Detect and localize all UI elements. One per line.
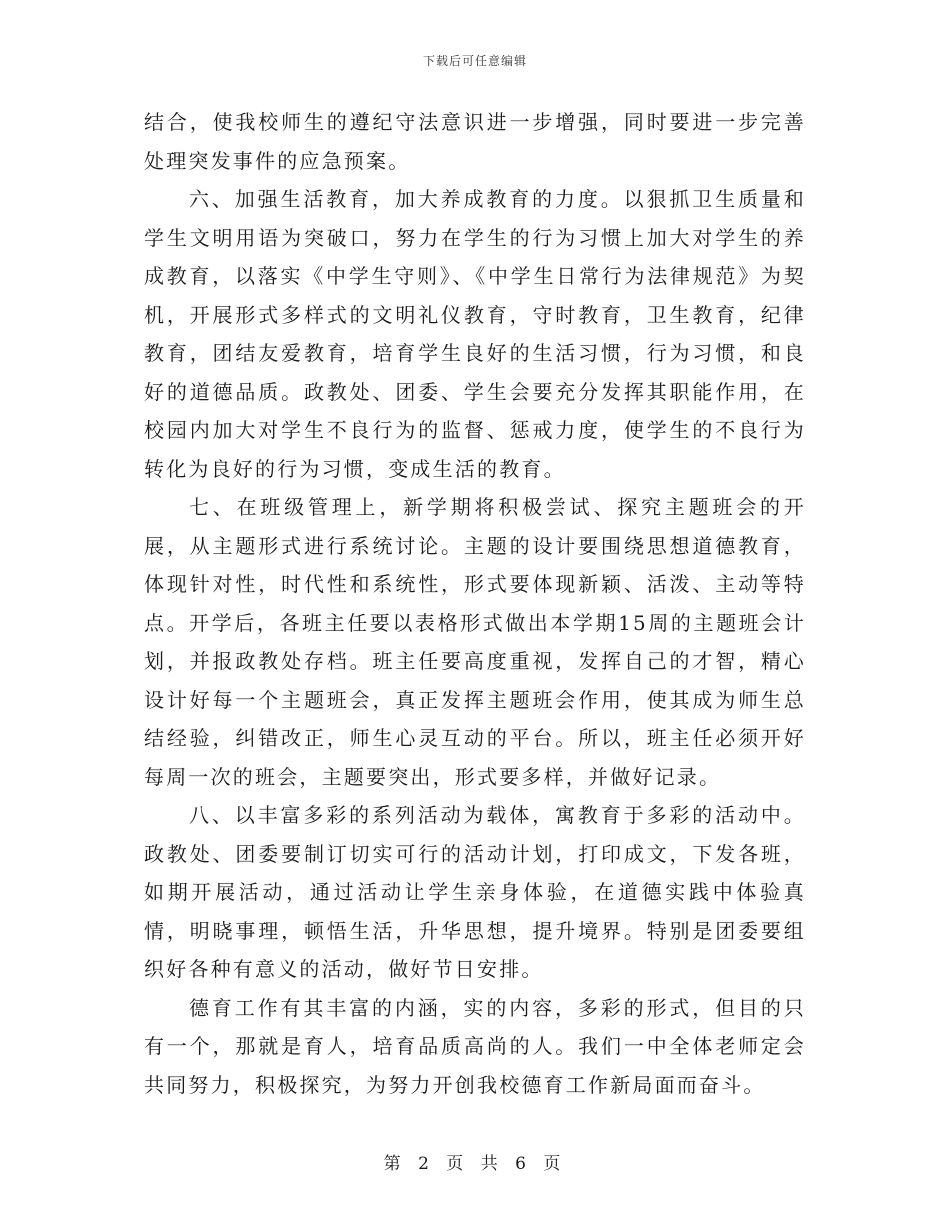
paragraph-section-seven: 七、在班级管理上，新学期将积极尝试、探究主题班会的开展，从主题形式进行系统讨论。主题的设计要围绕思想道德教育，体现针对性，时代性和系统性，形式要体现新颖、活泼、主动等特点。开学后，各班主任要以表格形式做出本学期15周的主题班会计划，并报政教处存档。班主任要高度重视，发挥自己的才智，精心设计好每一个主题班会，真正发挥主题班会作用，使其成为师生总结经验，纠错改正，师生心灵互动的平台。所以，班主任必须开好每周一次的班会，主题要突出，形式要多样，并做好记录。 [144,495,806,789]
document-body [144,103,806,1104]
page-number-footer: 第 2 页 共 6 页 [383,1154,567,1174]
page-header: 下载后可任意编辑 [422,54,527,68]
paragraph-conclusion: 德育工作有其丰富的内涵，实的内容，多彩的形式，但目的只有一个，那就是育人，培育品质高尚的人。我们一中全体老师定会共同努力，积极探究，为努力开创我校德育工作新局面而奋斗。 [144,995,806,1097]
paragraph-section-six: 六、加强生活教育，加大养成教育的力度。以狠抓卫生质量和学生文明用语为突破口，努力在学生的行为习惯上加大对学生的养成教育，以落实《中学生守则》、《中学生日常行为法律规范》为契机，开展形式多样式的文明礼仪教育，守时教育，卫生教育，纪律教育，团结友爱教育，培育学生良好的生活习惯，行为习惯，和良好的道德品质。政教处、团委、学生会要充分发挥其职能作用，在校园内加大对学生不良行为的监督、惩戒力度，使学生的不良行为转化为良好的行为习惯，变成生活的教育。 [144,187,806,481]
paragraph-continuation: 结合，使我校师生的遵纪守法意识进一步增强，同时要进一步完善处理突发事件的应急预案。 [144,110,806,173]
paragraph-section-eight: 八、以丰富多彩的系列活动为载体，寓教育于多彩的活动中。政教处、团委要制订切实可行的活动计划，打印成文，下发各班，如期开展活动，通过活动让学生亲身体验，在道德实践中体验真情，明晓事理，顿悟生活，升华思想，提升境界。特别是团委要组织好各种有意义的活动，做好节日安排。 [144,803,806,981]
